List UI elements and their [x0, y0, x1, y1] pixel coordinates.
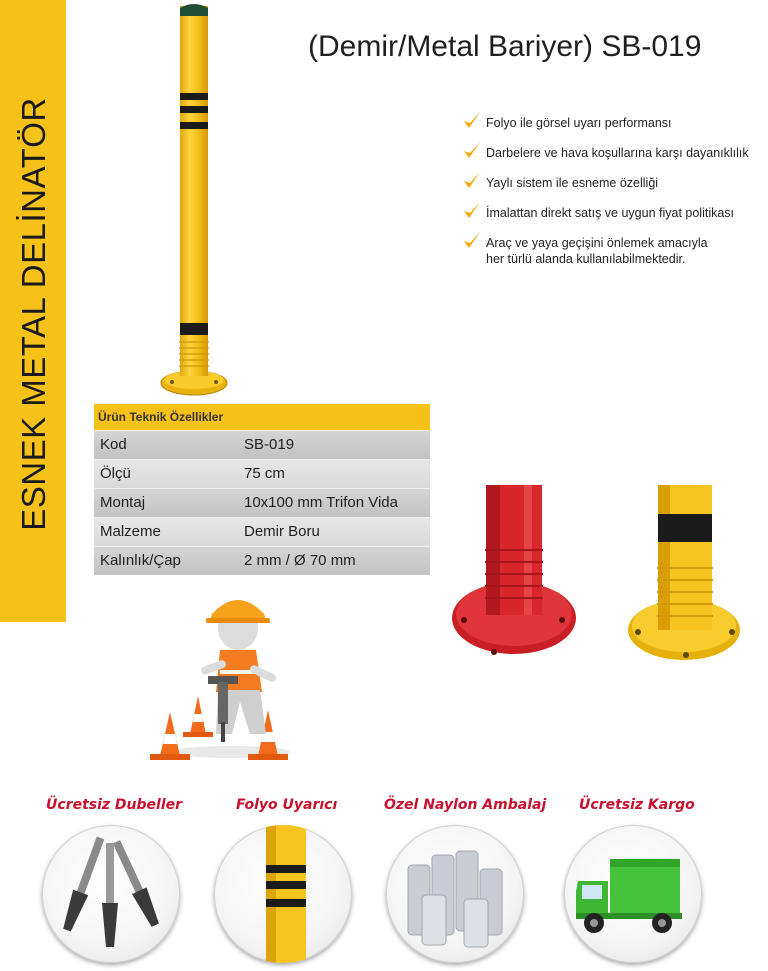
perk-foil-warning [214, 825, 352, 963]
checkmark-icon [462, 141, 482, 161]
cargo-truck-icon [564, 825, 702, 963]
spec-value: Demir Boru [244, 523, 320, 540]
perk-label-free-dowels: Ücretsiz Dubeller [46, 797, 183, 813]
feature-text-continued: her türlü alanda kullanılabilmektedir. [486, 252, 686, 266]
dowel-screws-icon [42, 825, 180, 963]
spec-row [94, 430, 430, 459]
spec-table-body [94, 430, 430, 575]
spec-key: Ölçü [100, 465, 131, 482]
feature-text: İmalattan direkt satış ve uygun fiyat politikası [486, 206, 735, 220]
spec-value: 10x100 mm Trifon Vida [244, 494, 398, 511]
feature-text: Folyo ile görsel uyarı performansı [486, 116, 672, 130]
feature-item [462, 205, 768, 221]
feature-item [462, 175, 768, 191]
spec-key: Malzeme [100, 523, 161, 540]
perk-label-nylon-packaging: Özel Naylon Ambalaj [384, 797, 547, 813]
spec-row [94, 546, 430, 575]
spec-row [94, 517, 430, 546]
pole-base-variants-image [450, 480, 750, 670]
perk-free-shipping [564, 825, 702, 963]
spec-row [94, 459, 430, 488]
spec-key: Montaj [100, 494, 146, 511]
page-title: (Demir/Metal Bariyer) SB-019 [308, 30, 702, 63]
perk-label-foil-warning: Folyo Uyarıcı [236, 797, 338, 813]
construction-worker-illustration [140, 584, 310, 769]
checkmark-icon [462, 201, 482, 221]
feature-text: Darbelere ve hava koşullarına karşı dayanıklılık [486, 146, 749, 160]
nylon-rolls-icon [386, 825, 524, 963]
perk-label-free-shipping: Ücretsiz Kargo [579, 797, 695, 813]
checkmark-icon [462, 111, 482, 131]
feature-item [462, 145, 768, 161]
feature-item [462, 115, 768, 131]
checkmark-icon [462, 171, 482, 191]
spec-row [94, 488, 430, 517]
side-title: ESNEK METAL DELİNATÖR [15, 97, 52, 531]
feature-text: Yaylı sistem ile esneme özelliği [486, 176, 659, 190]
checkmark-icon [462, 231, 482, 251]
feature-item [462, 235, 768, 267]
feature-list [462, 115, 768, 281]
spec-table-header: Ürün Teknik Özellikler [94, 404, 430, 430]
perk-nylon-packaging [386, 825, 524, 963]
spec-value: 2 mm / Ø 70 mm [244, 552, 356, 569]
spec-value: 75 cm [244, 465, 285, 482]
spec-key: Kod [100, 436, 127, 453]
perk-free-dowels [42, 825, 180, 963]
spec-key: Kalınlık/Çap [100, 552, 181, 569]
feature-text: Araç ve yaya geçişini önlemek amacıyla [486, 236, 708, 250]
spec-table [94, 404, 430, 575]
reflective-foil-icon [214, 825, 352, 963]
spec-value: SB-019 [244, 436, 295, 453]
delineator-pole-image [160, 0, 240, 400]
